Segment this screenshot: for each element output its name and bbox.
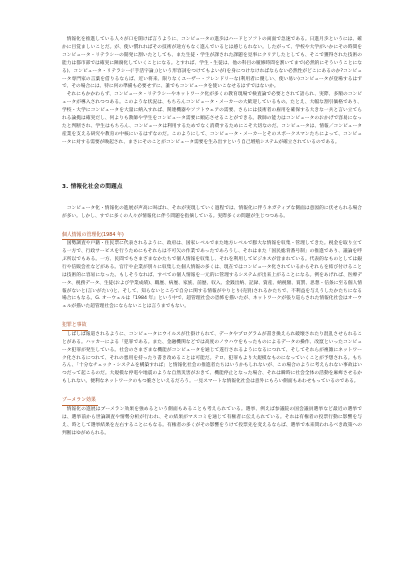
intro-paragraph: それにもかかわらず、コンピュータ・リテラシーやネットワーク化が多くの教育現場で検査論で必要とされて語られ、実際、多額のコンピュータが導入されつつある。このような状況は、もちろんコンピュータ・メーカーの大歓迎しているもの。たとえ、大幅な割引価格であり、学校・大学にコンピュータを大量に納入すれば、関連機器やソフトウェアの需要、さらには技術者の雇用を確保する大きな一兵と言い立てられる論拠は確実だし、何よりも教師や学生をコンピュータ需要に順応させることができる。教師の能力はコンピュータのおかげで容易になったと判断され、学生はもちろん、コンピュータは利用するためでなく消費するためにこそ大切なのだ。コンピュータは、情報／コンピュータ産業を支える研究や教育の中核にいるはずなのだ。このようにして、コンピュータ・メーカーとそのスポークスマンたちによって、コンピュータに対する需要が喚起され、まさにそのことがコンピュータ需要を生み出すという自己増殖システムが確立されているのである。: [62, 92, 362, 145]
subsection-heading: 犯罪と事故: [62, 322, 88, 331]
intro-section: [62, 36, 362, 147]
section-intro-paragraph: コンピュータ化・情報化の進展が声高に叫ばれ、それが実現していく過程では、情報化に伴うネガティブな側面は意図的に伏せられる場合が多い。しかし、すでに多くの人々が情報化に伴う問題を指摘している。実際多くの問題が生じつつある。: [62, 205, 362, 219]
subsection-heading: 個人情報の管理化(1984 年): [62, 232, 126, 241]
subsection-paragraph: 国勢調査や戸籍・住民票に代表されるように、政府は、国家レベルでまた地方レベルで膨大な情報を収集・管理してきた。税金を取り立てる一方で、行政サービスを行うためにもそれらは不可欠の作業であったであろうし、それはまた「国民総背番号制」の推進であり、議論を呼ぶ所以でもある。一方、民間でもさまざまなかたちで個人情報を収集し、それを利用してビジネスが営まれている。代表的なものとしては銀行や信販会社などがある。官庁や企業が別々に収集した個人情報の多くは、現在ではコンピュータ化されているからそれらを結び付けることは技術的に容易になった。もしそうなれば、すべての個人情報を一元的に管理するシステムが出来上がることになる。例をあげれば、医療データ、税務データ、生徒(および学業成績)、職歴、病歴、家族、前歴、収入、金銭出納、記録、資産、納税額、賞罰、思想・信条に至る個人情報がないと(言いがたい)と、そして、知らないところで自分に関する情報がやりとり(売買)されるかたちで、不利益を与えうしたかたちになる場合にもなる。G. オーウェルは『1984 年』という中で、超管理社会の恐怖を描いたが、ネットワークが張り巡らされた情報化社会はオーウェルが描いた超管理社会にならないことは言うまでもない。: [62, 241, 362, 310]
subsection-paragraph: 情報化の進展はブーメラン効果を強めるという側面もあることも考えられている。選挙、例えば参議院の国会議員選挙など最近の選挙では、選挙前から世論調査や情勢分析が行われ、その結果がマスコミを通じて有権者に伝えられている。それは有権者の投票行動に影響を与え、時として選挙結果を左右することにもなる。有権者の多くがその影響をうけて投票先を変えるならば、選挙で本来問われるべき政策への判断はゆがめられる。: [62, 406, 362, 436]
section-title: 3. 情報化社会の問題点: [62, 183, 123, 190]
subsection: [62, 221, 362, 312]
section-body: [62, 205, 362, 438]
subsection: [62, 311, 362, 386]
subsection-paragraph: しばしば報道されるように、コンピュータにウイルスが仕掛けられて、データやプログラムが書き換えられ破壊されたり混乱させられることがある。ハッカーによる「犯罪である。また、金融機関などでは高度のノウハウをもったものによるデータの操作、改竄といったコンピュータ犯罪が発生している。社会のさまざまな機能がコンピュータを通じて遂行されるようになるにつれて、そしてそれらが複雑にネットワーク化されるにつれて、それの悪用を持ったり書き改めることは可能だ。テロ、犯罪もより大規模なものになっていくことが予想される。もちろん、「十分なチェック・システムを構築すれば」と情報化社会の推進者たちはいうかもしれないが、この場合のように考えられない事故はいつだって起こるのだ。大規模な停電や地震のような自然災害がおきて、機能停止となった場合、それは瞬時に社会全体の活動を麻痺させるかもしれない。便利なネットワークのもつ脆さといえるだろう。一見スマートな情報化社会は意外にもろい側面もあわせもっているのである。: [62, 331, 362, 385]
subsection: [62, 386, 362, 437]
document-page: [62, 36, 362, 437]
intro-paragraph: 情報化を推進している人々が口を開けば言うように、コンピュータの進歩はハードとソフトの両面で急速である。日進月歩というには、確かに目覚ましいことだ。が、使い慣れればその技術が途方もなく進んでいるとは感じられない。したがって、学校や大学がいかにその時間をコンピュータ・リテラシーの開発に割いたとしても、また生徒・学生が課された課題を見事にクリアしたとしても、そこで獲得された技術の能力は都市部では確実に陳腐化していくことになる。とすれば、学生・生徒は、他の科目の履修時間を割いてまで(必然的にそういうことになる)、コンピュータ・リテラシー(「手活字論」)という形容詞をつけてもよいが)を身につけなければならない必然性がどこにあるのか?コンピュータ専門家の言葉を借りるならば、近い将来、限りなくユーザー・フレンドリーな(利用者に優しい、使い易い)コンピュータが登場するはずで、その場合には、特に何の準備も必要せずに、誰でもコンピュータを使いこなせるはずではないか。: [62, 37, 362, 90]
subsection-heading: ブーメラン効果: [62, 397, 98, 406]
